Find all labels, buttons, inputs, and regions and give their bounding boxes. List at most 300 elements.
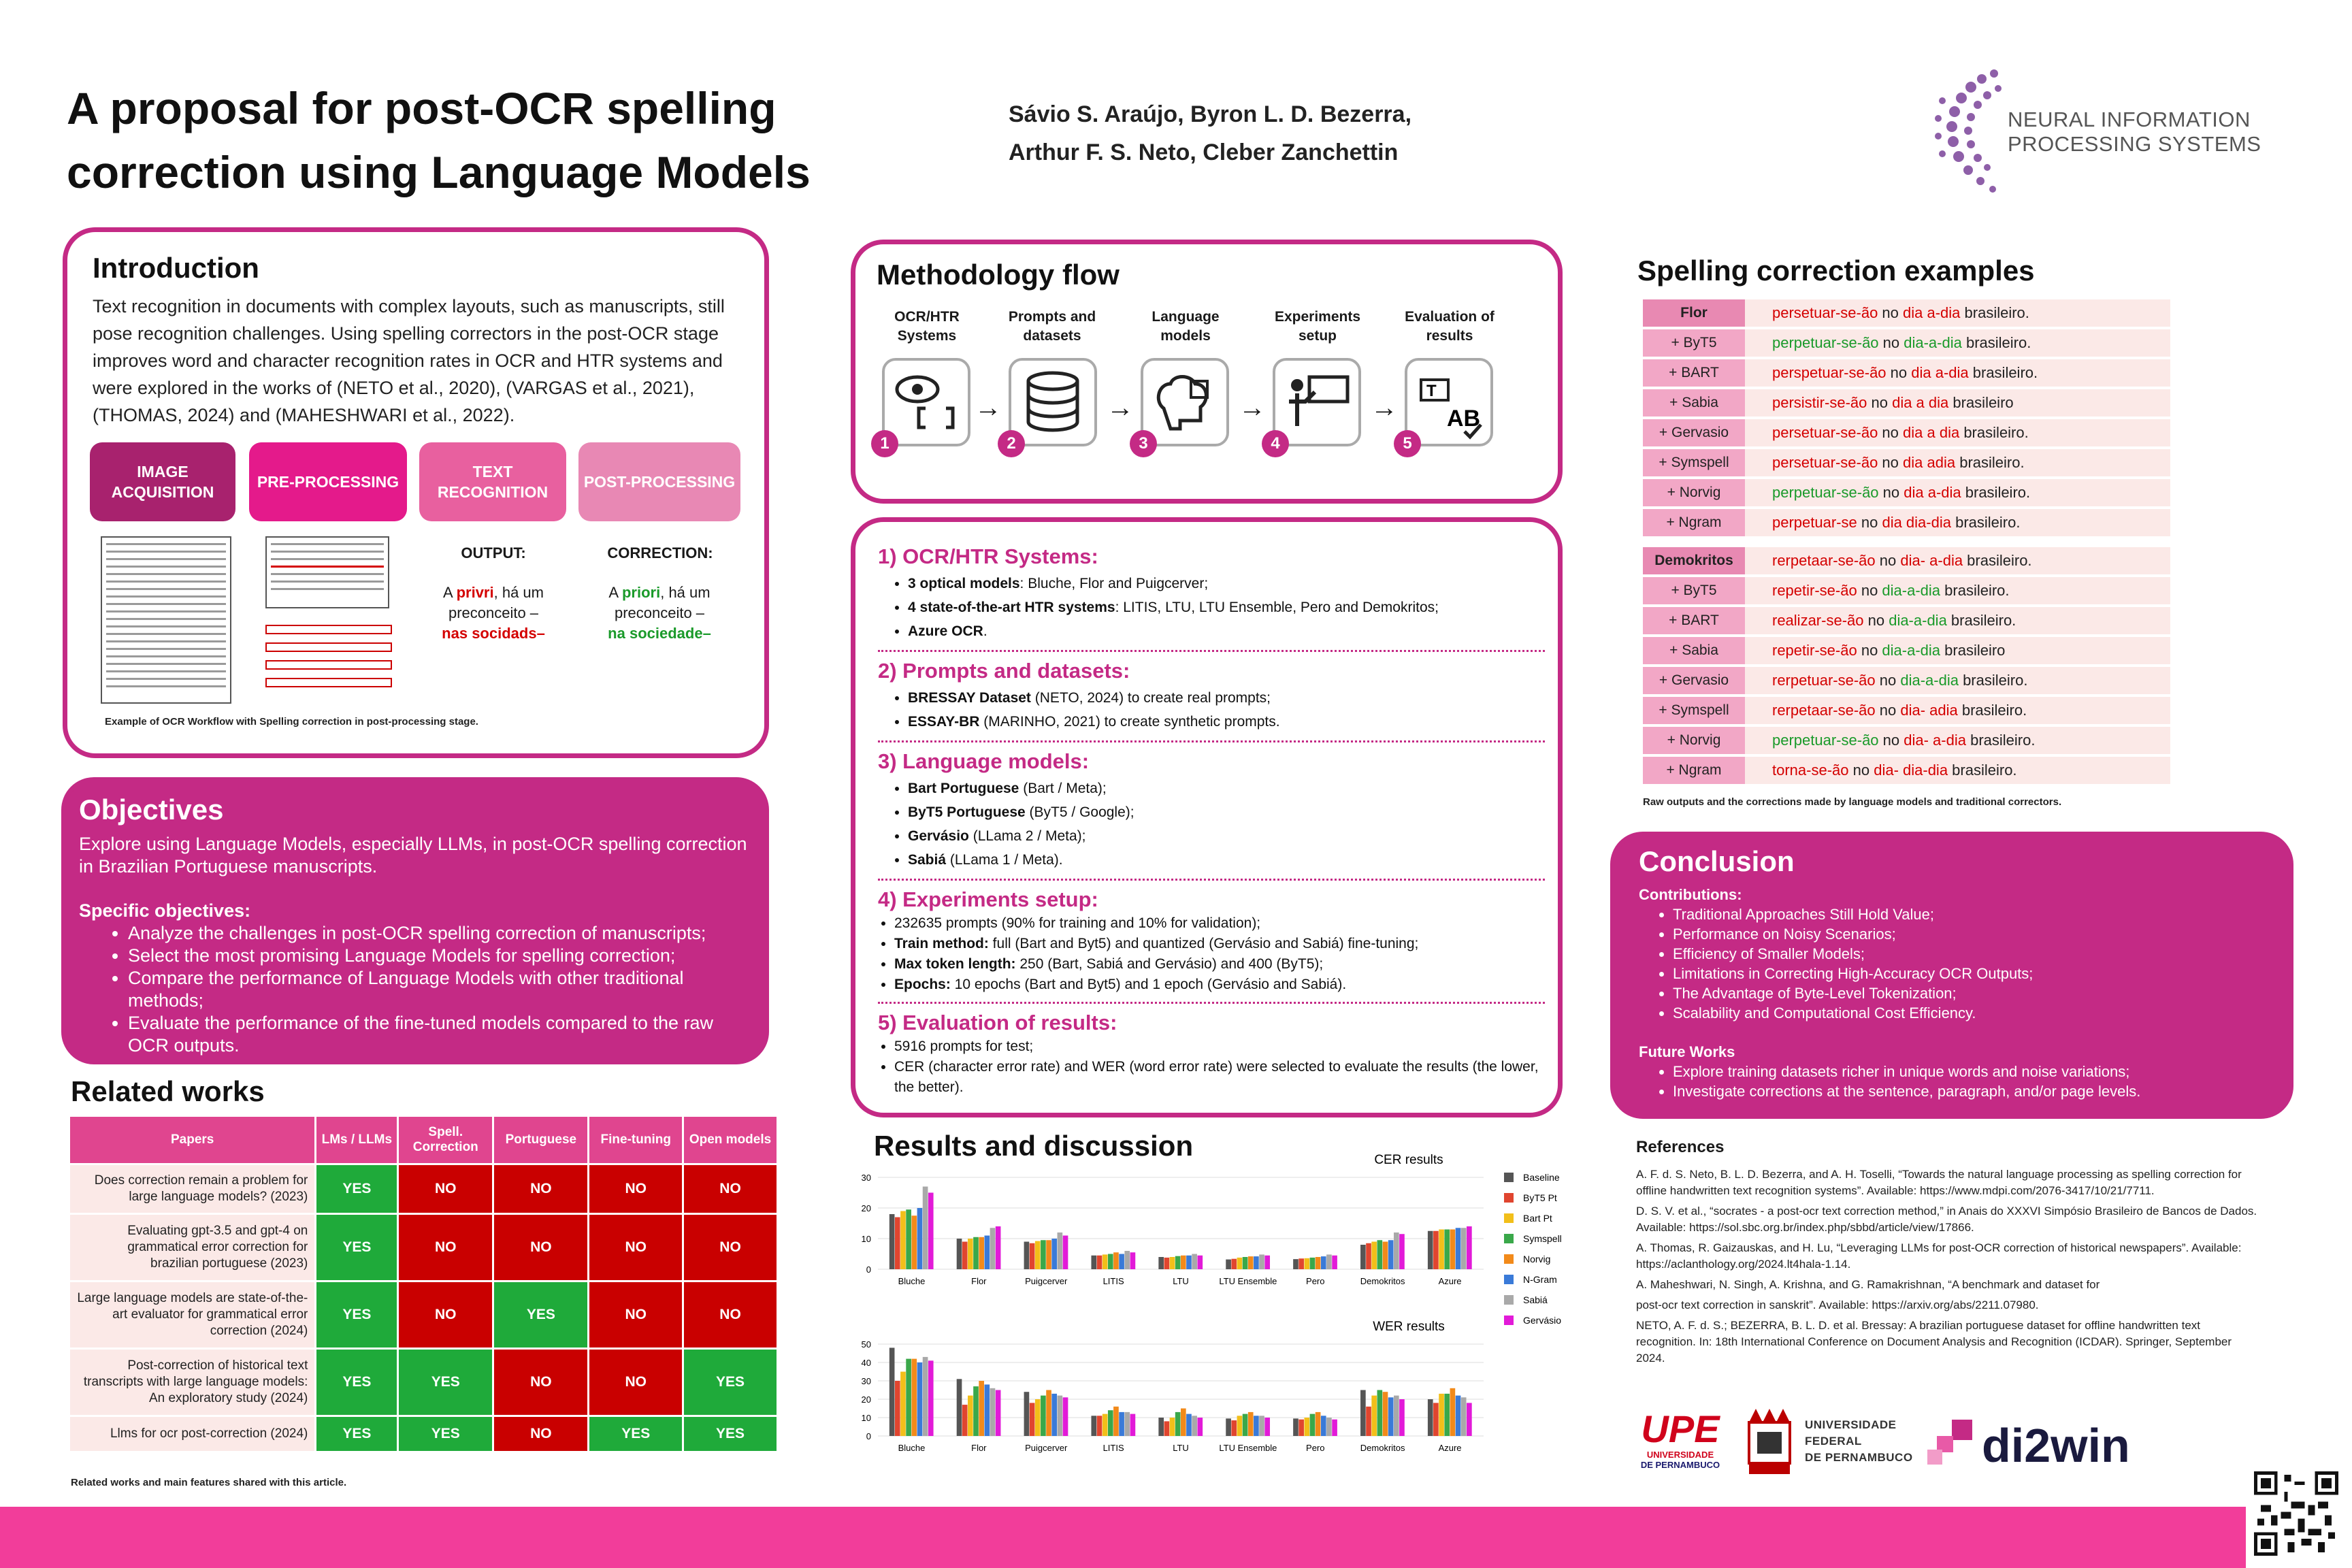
- chart-bar: [1091, 1256, 1096, 1269]
- method-step-label: Evaluation of results: [1405, 309, 1494, 344]
- upe-logo: UPE UNIVERSIDADE DE PERNAMBUCO: [1640, 1407, 1720, 1470]
- chart-bar: [1237, 1258, 1243, 1269]
- legend-label: Sabiá: [1523, 1294, 1548, 1305]
- chart-title: CER results: [1374, 1153, 1443, 1167]
- di2win-logo: di2win: [1982, 1419, 2130, 1472]
- chart-bar: [1046, 1240, 1051, 1269]
- teacher-board-icon: [1273, 358, 1361, 446]
- example-label: + Sabia: [1643, 389, 1745, 416]
- chart-bar: [1097, 1416, 1102, 1436]
- correction-text: A priori, há um preconceito – na sociedade–: [608, 584, 711, 642]
- chart-bar: [990, 1388, 996, 1436]
- chart-bar: [1197, 1256, 1203, 1269]
- example-text: perpetuar-se-ão no dia a-dia brasileiro.: [1745, 479, 2170, 506]
- step-number-badge: 4: [1262, 430, 1289, 457]
- example-label: + Ngram: [1643, 757, 1745, 784]
- reference-item: A. F. d. S. Neto, B. L. D. Bezerra, and A. H. Toselli, “Towards the natural language processing as spelling correction for offline handwritten text recognition systems”. Available: https://www.mdpi.com/2076-3417/10/21/7711.: [1636, 1168, 2242, 1197]
- x-tick-label: Puigcerver: [1025, 1276, 1068, 1286]
- example-label: + ByT5: [1643, 577, 1745, 604]
- x-tick-label: LTU: [1173, 1276, 1189, 1286]
- chart-bar: [1439, 1230, 1444, 1270]
- example-text: realizar-se-ão no dia-a-dia brasileiro.: [1745, 607, 2170, 634]
- chart-bar: [900, 1372, 906, 1437]
- chart-bar: [1293, 1259, 1298, 1269]
- chart-bar: [1226, 1418, 1231, 1436]
- legend-swatch: [1504, 1234, 1514, 1243]
- section-prompts-title: 2) Prompts and datasets:: [878, 659, 1130, 683]
- chart-bar: [906, 1209, 911, 1269]
- step-text-recognition: TEXT RECOGNITION: [419, 442, 566, 521]
- chart-bar: [1360, 1390, 1366, 1437]
- chart-bar: [1377, 1240, 1383, 1269]
- methodology-flow: [872, 308, 1553, 471]
- example-text: perspetuar-se-ão no dia a-dia brasileiro.: [1745, 359, 2170, 387]
- method-step-label: Experiments setup: [1274, 309, 1361, 344]
- section-experiments-title: 4) Experiments setup:: [878, 887, 1098, 911]
- chart-bar: [1035, 1399, 1041, 1436]
- chart-bar: [1388, 1397, 1394, 1436]
- example-label: + BART: [1643, 359, 1745, 387]
- chart-bar: [1119, 1254, 1124, 1270]
- chart-bar: [1063, 1397, 1068, 1436]
- objective-item: • Select the most promising Language Models for spelling correction;: [128, 945, 753, 967]
- chart-bar: [1461, 1228, 1467, 1269]
- example-label: + Ngram: [1643, 509, 1745, 536]
- chart-bar: [900, 1211, 906, 1270]
- objectives-body: [79, 833, 753, 1057]
- objective-item: • Evaluate the performance of the fine-tuned models compared to the raw OCR outputs.: [128, 1012, 753, 1057]
- example-text: perpetuar-se no dia dia-dia brasileiro.: [1745, 509, 2170, 536]
- chart-bar: [895, 1381, 900, 1436]
- chart-bar: [1264, 1418, 1270, 1436]
- chart-bar: [1456, 1396, 1461, 1436]
- x-tick-label: Azure: [1438, 1276, 1462, 1286]
- references-list: [1636, 1166, 2262, 1367]
- chart-bar: [1450, 1388, 1456, 1436]
- legend-swatch: [1504, 1213, 1514, 1223]
- example-row: [1643, 757, 2170, 784]
- chart-bar: [1058, 1232, 1063, 1269]
- chart-bar: [923, 1187, 928, 1270]
- example-text: perpetuar-se-ão no dia-a-dia brasileiro.: [1745, 329, 2170, 357]
- ufpe-crest-icon: [1742, 1402, 1797, 1477]
- chart-bar: [990, 1228, 996, 1269]
- legend-swatch: [1504, 1275, 1514, 1284]
- results-heading: Results and discussion: [874, 1130, 1194, 1162]
- example-text: rerpetaar-se-ão no dia- adia brasileiro.: [1745, 697, 2170, 724]
- example-text: persistir-se-ão no dia a dia brasileiro: [1745, 389, 2170, 416]
- chart-bar: [1051, 1394, 1057, 1436]
- chart-bar: [1366, 1407, 1371, 1436]
- chart-bar: [1231, 1259, 1237, 1269]
- chart-bar: [1041, 1240, 1046, 1269]
- results-charts: [837, 1150, 1562, 1490]
- chart-bar: [1058, 1396, 1063, 1436]
- example-row: [1643, 697, 2170, 724]
- example-text: torna-se-ão no dia- dia-dia brasileiro.: [1745, 757, 2170, 784]
- chart-bar: [1467, 1403, 1472, 1436]
- conclusion-body: [1639, 885, 2272, 1101]
- chart-bar: [979, 1237, 984, 1269]
- chart-bar: [984, 1384, 990, 1436]
- reference-item: D. S. V. et al., “socrates - a post-ocr text correction method,” in Anais do XXXVI Simpósio Brasileiro de Bancos de Dados. Available: https://sol.sbc.org.br/index.php/sbbd/article/view/17866.: [1636, 1205, 2257, 1234]
- chart-bar: [1091, 1416, 1096, 1436]
- objectives-text: Explore using Language Models, especially LLMs, in post-OCR spelling correction in Brazilian Portuguese manuscripts.: [79, 834, 747, 877]
- col-finetuning: Fine-tuning: [589, 1117, 682, 1163]
- y-tick-label: 30: [861, 1376, 871, 1386]
- col-papers: Papers: [70, 1117, 314, 1163]
- chart-bar: [1371, 1242, 1377, 1270]
- chart-bar: [1192, 1254, 1197, 1270]
- chart-bar: [1332, 1256, 1337, 1269]
- chart-bar: [1248, 1256, 1254, 1269]
- example-row: [1643, 509, 2170, 536]
- step-number-badge: 1: [871, 430, 898, 457]
- chart-bar: [1175, 1412, 1181, 1436]
- chart-bar: [911, 1359, 917, 1436]
- chart-bar: [1051, 1239, 1057, 1269]
- preprocessed-document-image: [265, 536, 389, 608]
- chart-bar: [1321, 1416, 1326, 1436]
- chart-bar: [1035, 1241, 1041, 1269]
- chart-bar: [1259, 1416, 1264, 1436]
- chart-bar: [1304, 1258, 1309, 1269]
- chart-bar: [1259, 1254, 1264, 1269]
- x-tick-label: Puigcerver: [1025, 1443, 1068, 1453]
- example-label: + Gervasio: [1643, 667, 1745, 694]
- list-item: • Traditional Approaches Still Hold Value;: [1673, 904, 2272, 924]
- chart-bar: [1164, 1421, 1170, 1436]
- chart-bar: [1467, 1226, 1472, 1269]
- chart-bar: [1439, 1394, 1444, 1436]
- chart-bar: [923, 1357, 928, 1436]
- chart-bar: [1399, 1234, 1405, 1269]
- segmented-lines: [265, 625, 392, 696]
- chart-bar: [1113, 1407, 1119, 1436]
- svg-text:AB: AB: [1447, 406, 1481, 431]
- y-tick-label: 0: [866, 1431, 871, 1441]
- future-works-heading: Future Works: [1639, 1043, 1735, 1060]
- y-tick-label: 20: [861, 1394, 871, 1405]
- chart-bar: [1030, 1403, 1035, 1436]
- references-heading: References: [1636, 1138, 1725, 1156]
- example-row: [1643, 299, 2170, 327]
- example-row: [1643, 577, 2170, 604]
- chart-bar: [1030, 1243, 1035, 1269]
- list-item: • Limitations in Correcting High-Accuracy OCR Outputs;: [1673, 964, 2272, 983]
- chart-bar: [957, 1239, 962, 1269]
- legend-swatch: [1504, 1193, 1514, 1203]
- table-row: Does correction remain a problem for large language models? (2023) YES NO NO NO NO: [70, 1165, 777, 1213]
- chart-bar: [1046, 1390, 1051, 1437]
- chart-bar: [1326, 1418, 1332, 1436]
- example-row: [1643, 449, 2170, 476]
- legend-swatch: [1504, 1316, 1514, 1325]
- section-models-title: 3) Language models:: [878, 749, 1090, 773]
- x-tick-label: LTU Ensemble: [1219, 1276, 1277, 1286]
- neurips-logo-text: NEURAL INFORMATION PROCESSING SYSTEMS: [2008, 108, 2261, 156]
- list-item: • Scalability and Computational Cost Efficiency.: [1673, 1003, 2272, 1023]
- chart-bar: [1108, 1410, 1113, 1436]
- database-icon: [1009, 358, 1097, 446]
- legend-label: Gervásio: [1523, 1315, 1562, 1326]
- chart-bar: [1316, 1412, 1321, 1436]
- chart-bar: [1310, 1414, 1316, 1436]
- x-tick-label: LTU Ensemble: [1219, 1443, 1277, 1453]
- chart-bar: [1063, 1236, 1068, 1270]
- legend-swatch: [1504, 1295, 1514, 1305]
- chart-bar: [1102, 1254, 1108, 1269]
- neurips-logo: [1933, 60, 2287, 210]
- section-evaluation-title: 5) Evaluation of results:: [878, 1011, 1117, 1034]
- authors-line-2: Arthur F. S. Neto, Cleber Zanchettin: [1009, 140, 1399, 165]
- step-number-badge: 3: [1130, 430, 1157, 457]
- example-row: [1643, 329, 2170, 357]
- chart-bar: [1366, 1243, 1371, 1269]
- example-text: persetuar-se-ão no dia adia brasileiro.: [1745, 449, 2170, 476]
- step-number-badge: 5: [1394, 430, 1421, 457]
- legend-label: ByT5 Pt: [1523, 1192, 1557, 1203]
- x-tick-label: Pero: [1306, 1443, 1325, 1453]
- x-tick-label: Demokritos: [1360, 1276, 1405, 1286]
- x-tick-label: LITIS: [1102, 1443, 1124, 1453]
- chart-bar: [1108, 1254, 1113, 1270]
- method-step-label: OCR/HTR Systems: [894, 309, 960, 344]
- chart-bar: [1192, 1416, 1197, 1436]
- example-label: + Symspell: [1643, 697, 1745, 724]
- example-row: [1643, 637, 2170, 664]
- chart-bar: [957, 1379, 962, 1436]
- methodology-details: 1) OCR/HTR Systems: • 3 optical models: Bluche, Flor and Puigcerver; • 4 state-of-the-art HTR systems: LITIS, LTU, LTU Ensemble, Pero and Demokritos; • Azure OCR. 2) Prompts and datasets: • BRESSAY Dataset (NETO, 2024) to create real prompts; • ESSAY-BR (MARINHO, 2021) to create synthetic prompts. 3) Language models: • Bart Portuguese (Bart / Meta); • ByT5 Portuguese (ByT5 / Google); • Gervásio (LLama 2 / Meta); • Sabiá (LLama 1 / Meta). 4) Experiments setup: • 232635 prompts (90% for training and 10% for validation); • Train method: full (Bart and Byt5) and quantized (Gervásio and Sabiá) fine-tuning; • Max token length: 250 (Bart, Sabiá and Gervásio) and 400 (ByT5); • Epochs: 10 epochs (Bart and Byt5) and 1 epoch (Gervásio and Sabiá). 5) Evaluation of results: • 5916 prompts for test; • CER (character error rate) and WER (word error rate) were selected to evaluate the results (the lower, the better).: [878, 544, 1545, 1098]
- example-label: Flor: [1643, 299, 1745, 327]
- x-tick-label: Pero: [1306, 1276, 1325, 1286]
- chart-bar: [1226, 1260, 1231, 1269]
- chart-bar: [917, 1362, 923, 1436]
- example-label: + Gervasio: [1643, 419, 1745, 446]
- col-spell: Spell. Correction: [399, 1117, 492, 1163]
- chart-bar: [1383, 1392, 1388, 1436]
- list-item: • Investigate corrections at the sentence, paragraph, and/or page levels.: [1673, 1081, 2272, 1101]
- chart-bar: [1243, 1257, 1248, 1269]
- chart-bar: [1097, 1256, 1102, 1269]
- col-llms: LMs / LLMs: [316, 1117, 397, 1163]
- y-tick-label: 50: [861, 1339, 871, 1350]
- y-tick-label: 0: [866, 1264, 871, 1275]
- step-post-processing: POST-PROCESSING: [578, 442, 740, 521]
- related-works-table: [68, 1115, 779, 1453]
- list-item: • Efficiency of Smaller Models;: [1673, 944, 2272, 964]
- raw-document-image: [101, 536, 231, 704]
- chart-bar: [1377, 1390, 1383, 1437]
- x-tick-label: LTU: [1173, 1443, 1189, 1453]
- x-tick-label: Demokritos: [1360, 1443, 1405, 1453]
- objective-item: • Analyze the challenges in post-OCR spelling correction of manuscripts;: [128, 922, 753, 945]
- correction-label: CORRECTION:: [607, 544, 713, 561]
- example-label: + ByT5: [1643, 329, 1745, 357]
- conclusion-heading: Conclusion: [1639, 845, 1795, 877]
- y-tick-label: 10: [861, 1413, 871, 1423]
- chart-bar: [1371, 1396, 1377, 1436]
- text-check-icon: [1405, 358, 1493, 446]
- brain-chip-icon: [1141, 358, 1229, 446]
- example-label: + Norvig: [1643, 479, 1745, 506]
- chart-bar: [1181, 1256, 1186, 1269]
- arrow-icon: →: [975, 393, 1002, 423]
- example-text: persetuar-se-ão no dia a dia brasileiro.: [1745, 419, 2170, 446]
- di2win-squares-icon: [1927, 1420, 1975, 1467]
- example-row: [1643, 479, 2170, 506]
- chart-bar: [1130, 1414, 1136, 1436]
- output-text: A privri, há um preconceito – nas socidads–: [442, 584, 545, 642]
- example-text: perpetuar-se-ão no dia- a-dia brasileiro.: [1745, 727, 2170, 754]
- chart-bar: [1428, 1231, 1433, 1269]
- chart-bar: [1293, 1418, 1298, 1436]
- chart-bar: [1461, 1397, 1467, 1436]
- eye-scan-icon: [882, 358, 970, 446]
- x-tick-label: Flor: [971, 1276, 987, 1286]
- qr-code[interactable]: [2254, 1471, 2338, 1556]
- legend-label: Bart Pt: [1523, 1213, 1552, 1224]
- method-step-label: Language models: [1152, 309, 1220, 344]
- chart-bar: [1254, 1416, 1259, 1436]
- intro-text: Text recognition in documents with complex layouts, such as manuscripts, still pose recognition challenges. Using spelling correctors in the post-OCR stage improves word and character recognition rates in OCR and HTR systems and were explored in the works of (NETO et al., 2020), (VARGAS et al., 2021), (THOMAS, 2024) and (MAHESHWARI et al., 2022).: [93, 296, 725, 425]
- contributions-heading: Contributions:: [1639, 886, 1742, 903]
- example-label: + Norvig: [1643, 727, 1745, 754]
- chart-bar: [1433, 1231, 1439, 1269]
- related-caption: Related works and main features shared with this article.: [71, 1477, 347, 1488]
- chart-bar: [1394, 1232, 1399, 1269]
- related-heading: Related works: [71, 1075, 265, 1107]
- legend-label: Norvig: [1523, 1254, 1551, 1264]
- example-text: persetuar-se-ão no dia a-dia brasileiro.: [1745, 299, 2170, 327]
- chart-bar: [1298, 1420, 1304, 1436]
- example-text: rerpetaar-se-ão no dia- a-dia brasileiro.: [1745, 547, 2170, 574]
- chart-bar: [1170, 1418, 1175, 1436]
- chart-bar: [1170, 1257, 1175, 1269]
- svg-text:T: T: [1426, 382, 1437, 400]
- poster-title: A proposal for post-OCR spelling correction using Language Models: [67, 83, 811, 197]
- chart-bar: [1298, 1258, 1304, 1269]
- y-tick-label: 20: [861, 1203, 871, 1213]
- chart-bar: [1024, 1392, 1030, 1436]
- col-portuguese: Portuguese: [494, 1117, 587, 1163]
- chart-bar: [889, 1348, 895, 1436]
- chart-bar: [1383, 1242, 1388, 1270]
- example-text: repetir-se-ão no dia-a-dia brasileiro: [1745, 637, 2170, 664]
- chart-bar: [1119, 1412, 1124, 1436]
- authors-line-1: Sávio S. Araújo, Byron L. D. Bezerra,: [1009, 101, 1412, 127]
- chart-bar: [968, 1396, 973, 1436]
- reference-item: A. Thomas, R. Gaizauskas, and H. Lu, “Leveraging LLMs for post-OCR correction of historical newspapers”. Available: https://aclanthology.org/2024.lt4hala-1.14.: [1636, 1241, 2242, 1271]
- examples-table-demokritos: [1643, 544, 2170, 787]
- list-item: • Performance on Noisy Scenarios;: [1673, 924, 2272, 944]
- chart-bar: [906, 1359, 911, 1436]
- legend-swatch: [1504, 1254, 1514, 1264]
- chart-bar: [962, 1242, 968, 1270]
- reference-item: A. Maheshwari, N. Singh, A. Krishna, and G. Ramakrishnan, “A benchmark and dataset for: [1636, 1278, 2100, 1291]
- chart-bar: [1113, 1252, 1119, 1269]
- chart-bar: [984, 1236, 990, 1270]
- examples-caption: Raw outputs and the corrections made by language models and traditional correctors.: [1643, 796, 2062, 808]
- chart-bar: [928, 1193, 934, 1270]
- reference-item: NETO, A. F. d. S.; BEZERRA, B. L. D. et al. Bressay: A brazilian portuguese dataset for offline handwritten text recognition. In: 18th International Conference on Document Analysis and Recognition (ICDAR). Springer, September 2024.: [1636, 1319, 2232, 1365]
- table-row: Post-correction of historical text transcripts with large language models: An exploratory study (2024) YES YES NO NO YES: [70, 1350, 777, 1415]
- chart-bar: [1321, 1256, 1326, 1269]
- reference-item: post-ocr text correction in sanskrit”. Available: https://arxiv.org/abs/2211.07980.: [1636, 1298, 2039, 1311]
- neurips-dots-icon: [1933, 60, 2008, 210]
- x-tick-label: Flor: [971, 1443, 987, 1453]
- chart-bar: [1316, 1257, 1321, 1269]
- legend-label: Symspell: [1523, 1233, 1562, 1244]
- arrow-icon: →: [1107, 393, 1134, 423]
- chart-bar: [1130, 1252, 1136, 1269]
- chart-bar: [1231, 1420, 1237, 1436]
- chart-bar: [1433, 1403, 1439, 1436]
- chart-bar: [895, 1218, 900, 1270]
- chart-bar: [1248, 1412, 1254, 1436]
- list-item: • The Advantage of Byte-Level Tokenization;: [1673, 983, 2272, 1003]
- objective-item: • Compare the performance of Language Models with other traditional methods;: [128, 967, 753, 1012]
- example-row: [1643, 419, 2170, 446]
- chart-bar: [928, 1360, 934, 1436]
- intro-heading: Introduction: [93, 252, 259, 284]
- legend-swatch: [1504, 1173, 1514, 1182]
- footer-bar: [0, 1507, 2246, 1568]
- chart-bar: [979, 1381, 984, 1436]
- legend-label: N-Gram: [1523, 1274, 1557, 1285]
- chart-bar: [962, 1405, 968, 1436]
- chart-bar: [1175, 1256, 1181, 1269]
- output-label: OUTPUT:: [461, 544, 526, 561]
- chart-bar: [911, 1215, 917, 1269]
- y-tick-label: 30: [861, 1173, 871, 1183]
- chart-bar: [1024, 1242, 1030, 1270]
- intro-caption: Example of OCR Workflow with Spelling correction in post-processing stage.: [105, 716, 478, 728]
- table-row: Evaluating gpt-3.5 and gpt-4 on grammatical error correction for brazilian portuguese (2023) YES NO NO NO NO: [70, 1215, 777, 1280]
- step-number-badge: 2: [998, 430, 1025, 457]
- chart-bar: [1304, 1418, 1309, 1436]
- step-image-acquisition: IMAGE ACQUISITION: [90, 442, 235, 521]
- arrow-icon: →: [1239, 393, 1266, 423]
- chart-bar: [1456, 1228, 1461, 1269]
- chart-bar: [1243, 1414, 1248, 1436]
- table-row: Llms for ocr post-correction (2024) YES YES NO YES YES: [70, 1417, 777, 1451]
- chart-bar: [917, 1208, 923, 1269]
- example-text: repetir-se-ão no dia-a-dia brasileiro.: [1745, 577, 2170, 604]
- chart-bar: [996, 1226, 1001, 1269]
- chart-bar: [968, 1239, 973, 1269]
- chart-bar: [1102, 1414, 1108, 1436]
- chart-bar: [1326, 1254, 1332, 1269]
- table-row: Large language models are state-of-the-art evaluator for grammatical error correction (2024) YES NO YES NO NO: [70, 1282, 777, 1348]
- examples-table-flor: [1643, 297, 2170, 539]
- x-tick-label: Bluche: [898, 1443, 926, 1453]
- authors: [1009, 95, 1485, 172]
- chart-bar: [1254, 1256, 1259, 1269]
- y-tick-label: 10: [861, 1234, 871, 1244]
- method-step-label: Prompts and datasets: [1008, 309, 1096, 344]
- example-label: + BART: [1643, 607, 1745, 634]
- chart-bar: [1164, 1258, 1170, 1269]
- chart-bar: [1186, 1256, 1192, 1269]
- x-tick-label: Bluche: [898, 1276, 926, 1286]
- example-row: [1643, 607, 2170, 634]
- chart-bar: [1041, 1396, 1046, 1436]
- x-tick-label: Azure: [1438, 1443, 1462, 1453]
- example-row: [1643, 667, 2170, 694]
- chart-bar: [889, 1214, 895, 1269]
- chart-bar: [1310, 1258, 1316, 1269]
